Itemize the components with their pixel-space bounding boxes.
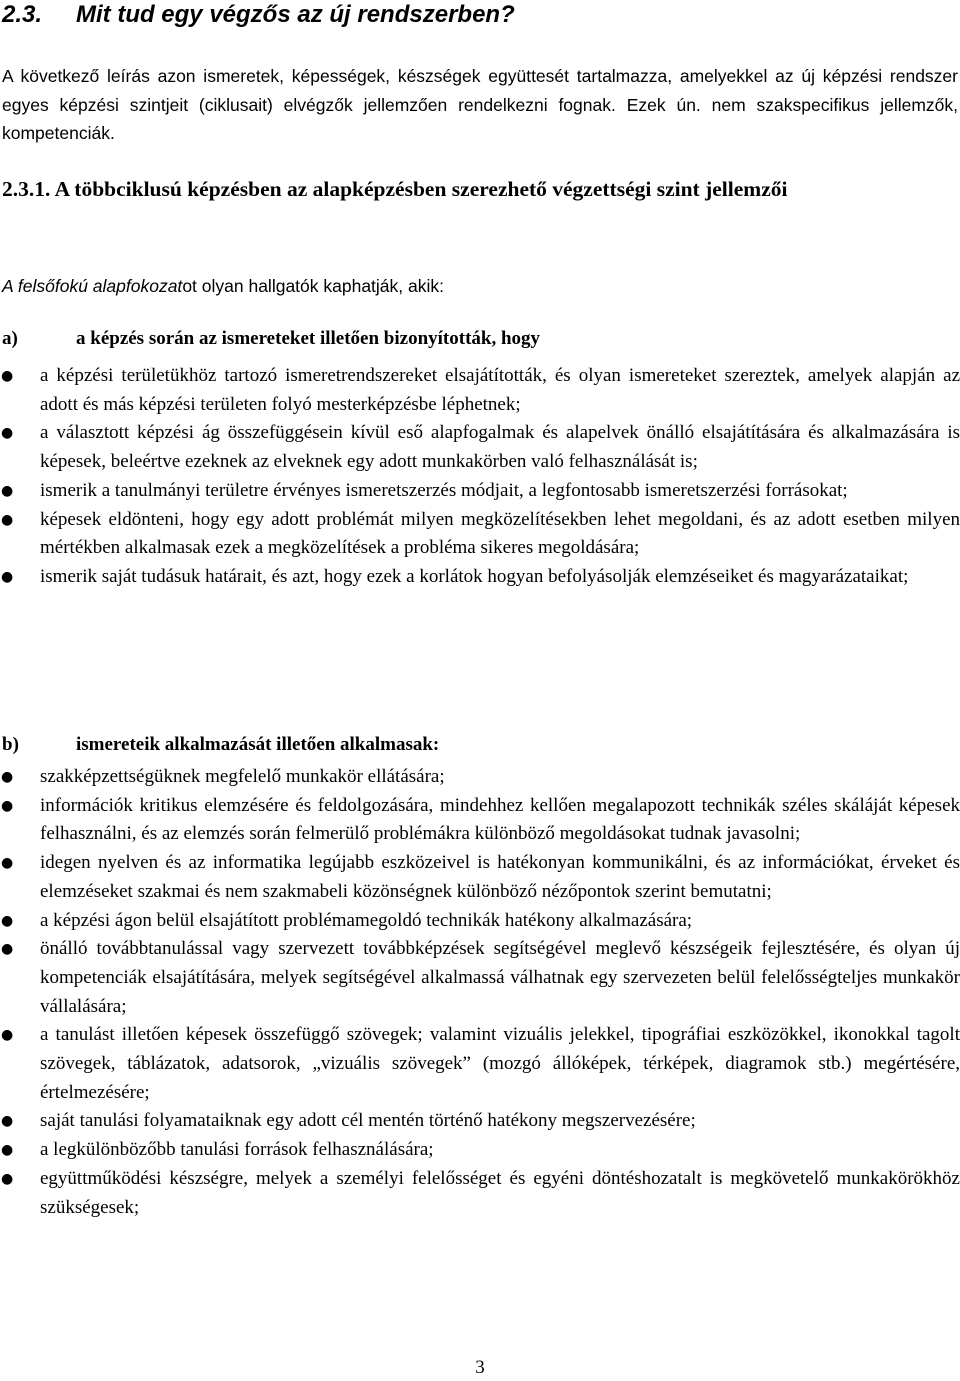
list-item <box>0 1107 960 1136</box>
bullet-icon: ● <box>1 941 14 958</box>
subsection-heading: 2.3.1. A többciklusú képzésben az alapképzésben szerezhető végzettségi szint jellemzői <box>2 177 788 201</box>
group-b-label: b) <box>2 734 19 755</box>
lead-rest: ot olyan hallgatók kaphatják, akik: <box>182 276 445 296</box>
lead-sentence <box>2 272 444 300</box>
list-item-text: ismerik saját tudásuk határait, és azt, hogy ezek a korlátok hogyan befolyásolják elemzéseiket és magyarázataikat; <box>40 565 909 587</box>
list-item <box>0 506 960 563</box>
bullet-icon: ● <box>1 511 14 528</box>
group-b-title: ismereteik alkalmazását illetően alkalmasak: <box>76 734 440 755</box>
list-item-text: saját tanulási folyamataiknak egy adott cél mentén történő hatékony megszervezésére; <box>40 1110 696 1132</box>
list-item-text: szakképzettségüknek megfelelő munkakör ellátására; <box>40 766 445 787</box>
bullet-icon: ● <box>1 769 14 785</box>
list-item-text: a tanulást illetően képesek összefüggő szövegek; valamint vizuális jelekkel, tipográfiai eszközökkel, ikonokkal tagolt szövegek, táblázatok, adatsorok, „vizuális szövegek” (mozgó állóképek, térképek, diagramok stb.) megértésére, értelmezésére; <box>40 1024 960 1103</box>
lead-italic: A felsőfokú alapfokozat <box>2 276 183 296</box>
list-item <box>0 477 960 506</box>
section-number: 2.3. <box>2 1 43 28</box>
list-item <box>0 1165 960 1222</box>
bullet-icon: ● <box>1 482 14 499</box>
list-item-text: képesek eldönteni, hogy egy adott problémát milyen megközelítésekben lehet megoldani, és az adott esetben milyen mértékben alkalmasak ezek a megközelítések a probléma sikeres megoldására; <box>40 508 960 559</box>
list-item-text: a képzési ágon belül elsajátított problémamegoldó technikák hatékony alkalmazására; <box>40 909 693 931</box>
group-b-heading <box>2 731 439 759</box>
list-item <box>0 792 960 849</box>
list-item-text: a legkülönbözőbb tanulási források felhasználására; <box>40 1139 434 1161</box>
bullet-icon: ● <box>1 1142 14 1159</box>
bullet-icon: ● <box>1 855 14 872</box>
list-item-text: a képzési területükhöz tartozó ismeretrendszereket elsajátították, és olyan ismereteket szereztek, amelyek alapján az adott és más képzési területen folyó mesterképzésbe léphetnek; <box>40 365 960 415</box>
list-item <box>0 1021 960 1107</box>
list-item-text: idegen nyelven és az informatika legújabb eszközeivel is hatékonyan kommunikálni, és az információkat, érveket és elemzéseket szakmai és nem szakmabeli közönségnek különböző nézőpontok szerint bemutatni; <box>40 852 960 902</box>
list-item <box>0 907 960 936</box>
bullet-icon: ● <box>1 425 14 442</box>
bullet-icon: ● <box>1 368 14 384</box>
intro-paragraph: A következő leírás azon ismeretek, képességek, készségek együttesét tartalmazza, amelyekkel az új képzési rendszer egyes képzési szintjeit (ciklusait) elvégzők jellemzően rendelkezni fognak. Ezek ún. nem szakspecifikus jellemzők, kompetenciák. <box>2 66 958 143</box>
group-a-heading <box>2 325 540 353</box>
list-item <box>0 563 960 592</box>
list-item <box>0 849 960 906</box>
group-a-title: a képzés során az ismereteket illetően bizonyították, hogy <box>76 328 541 349</box>
bullet-icon: ● <box>1 568 14 585</box>
list-item-text: a választott képzési ág összefüggésein kívül eső alapfogalmak és alapelvek önálló elsajátítására és alkalmazására is képesek, beleértve ezeknek az elveknek egy adott munkakörben való felhasználását is; <box>40 422 960 473</box>
list-item <box>0 763 960 792</box>
list-item-text: önálló továbbtanulással vagy szervezett továbbképzések segítségével meglevő készségeik fejlesztésére, és olyan új kompetenciák elsajátítására, melyek segítségével alkalmassá válhatnak egy szervezeten belül felelősségteljes munkakör vállalására; <box>40 938 960 1017</box>
list-item <box>0 935 960 1021</box>
group-a-list <box>0 362 960 592</box>
bullet-icon: ● <box>1 912 14 929</box>
section-title: Mit tud egy végzős az új rendszerben? <box>76 1 515 28</box>
list-item <box>0 419 960 476</box>
group-a-label: a) <box>2 328 18 349</box>
list-item-text: ismerik a tanulmányi területre érvényes ismeretszerzés módjait, a legfontosabb ismeretszerzési forrásokat; <box>40 479 848 501</box>
page-number: 3 <box>475 1357 485 1378</box>
list-item <box>0 362 960 419</box>
bullet-icon: ● <box>1 1027 14 1044</box>
bullet-icon: ● <box>1 1170 14 1187</box>
list-item <box>0 1136 960 1165</box>
list-item-text: együttműködési készségre, melyek a személyi felelősséget és egyéni döntéshozatalt is megkövetelő munkakörökhöz szükségesek; <box>40 1167 960 1218</box>
list-item-text: információk kritikus elemzésére és feldolgozására, mindehhez kellően megalapozott technikák széles skáláját képesek felhasználni, és az elemzés során felmerülő problémákra különböző megoldásokat tudnak javasolni; <box>40 794 960 845</box>
section-heading <box>2 0 515 30</box>
group-b-list <box>0 763 960 1222</box>
bullet-icon: ● <box>1 1113 14 1130</box>
bullet-icon: ● <box>1 797 14 814</box>
